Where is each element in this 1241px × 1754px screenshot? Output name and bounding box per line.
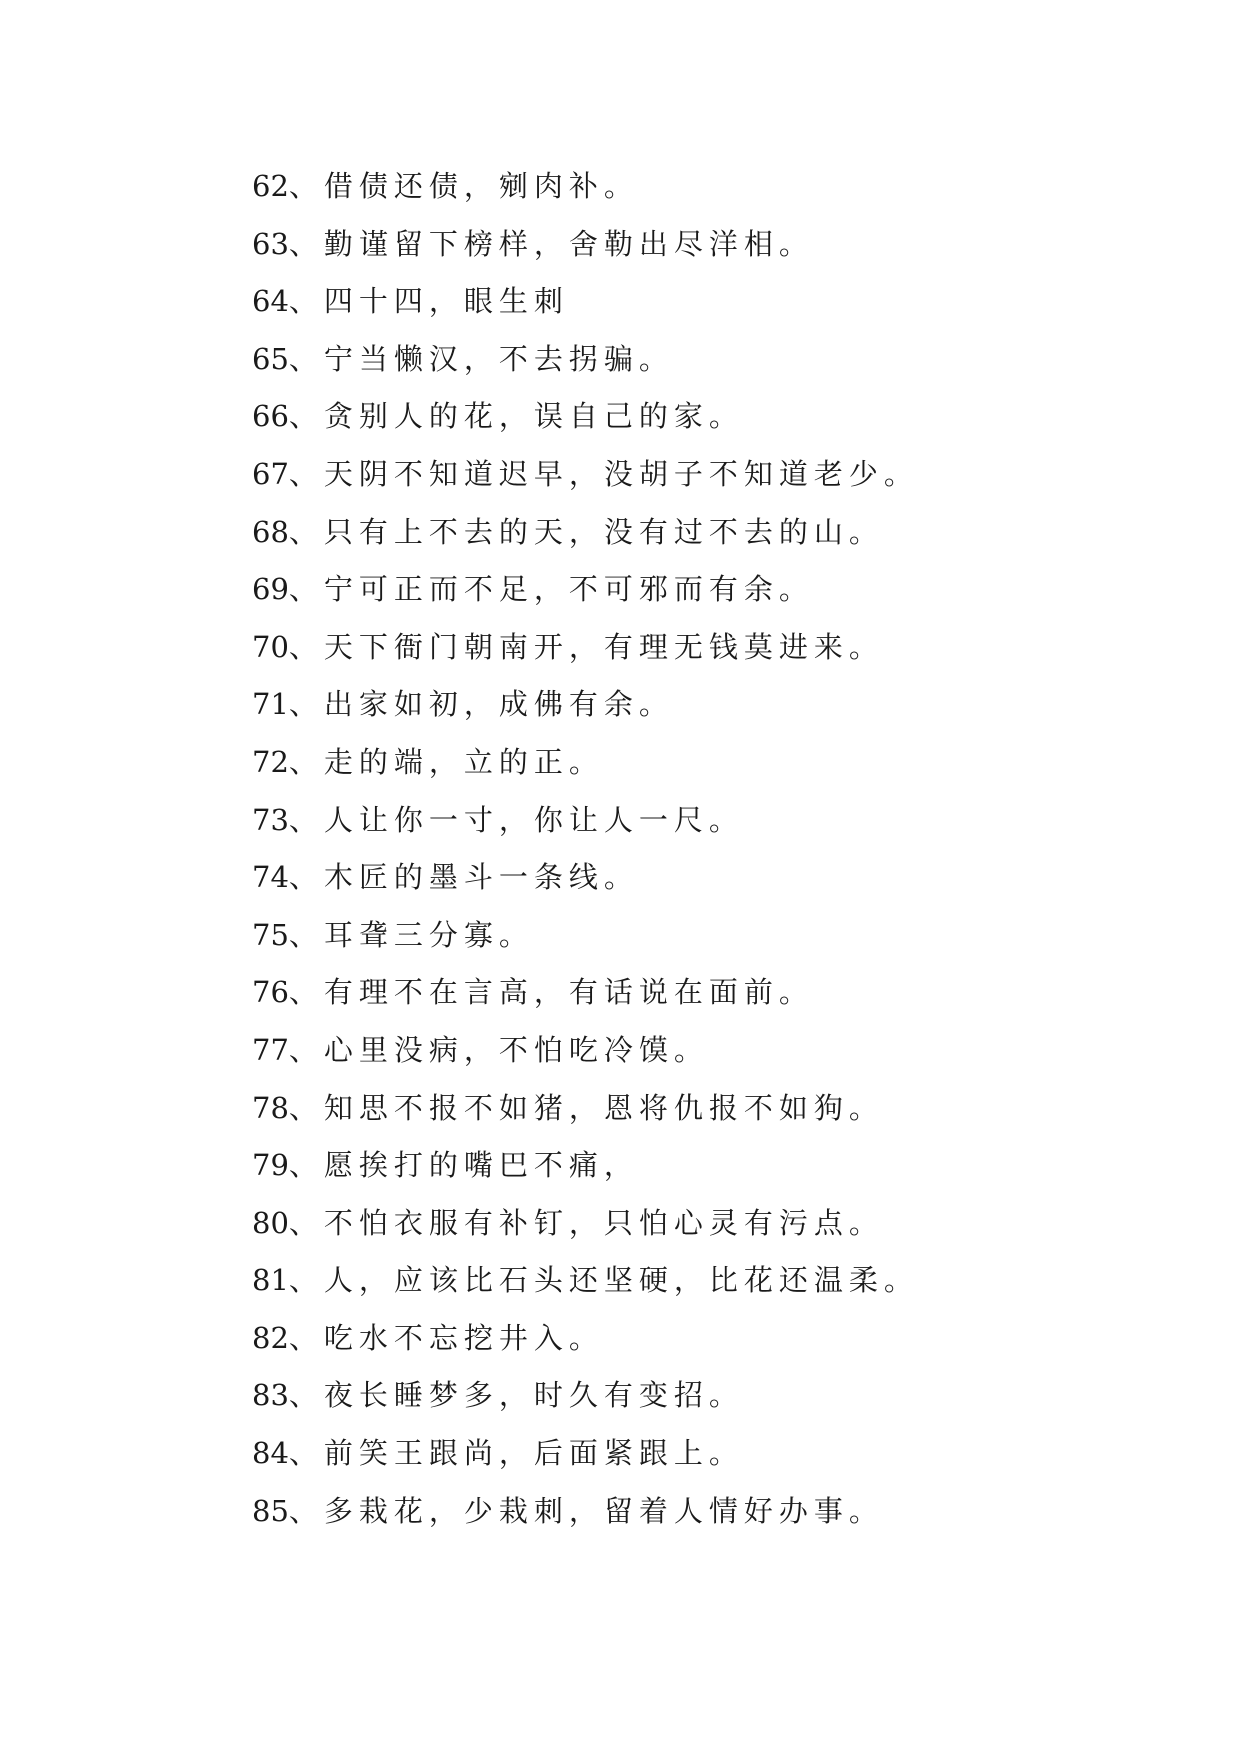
proverb-text: 宁当懒汉，不去拐骗。 [323,341,674,376]
item-number: 62 [252,169,289,203]
item-separator: 、 [288,572,324,607]
proverb-text: 宁可正而不足，不可邪而有余。 [323,572,814,607]
item-separator: 、 [288,169,324,203]
proverb-text: 知思不报不如猪，恩将仇报不如狗。 [323,1090,884,1125]
item-separator: 、 [288,1263,324,1298]
list-item [252,1483,919,1541]
item-number: 85 [252,1493,289,1528]
item-number: 70 [252,629,289,664]
list-item [252,273,919,331]
list-item [252,331,919,389]
list-item [252,849,919,907]
item-separator: 、 [288,917,324,952]
item-number: 67 [252,456,289,491]
item-separator: 、 [288,1205,324,1240]
list-item [252,1022,919,1080]
item-number: 84 [252,1436,289,1471]
item-separator: 、 [288,744,324,779]
item-number: 64 [252,284,289,319]
proverb-text: 心里没病，不怕吃冷馍。 [323,1032,709,1067]
item-separator: 、 [288,399,324,434]
list-item [252,446,919,504]
item-number: 80 [252,1205,289,1240]
item-separator: 、 [288,975,324,1010]
proverb-text: 借债还债，剜肉补。 [323,169,639,203]
item-separator: 、 [288,1032,324,1067]
proverb-text: 前笑王跟尚，后面紧跟上。 [323,1436,744,1471]
proverb-text: 勤谨留下榜样，舍勒出尽洋相。 [323,226,814,261]
item-number: 73 [252,802,289,837]
list-item [252,1080,919,1138]
proverb-text: 人，应该比石头还坚硬，比花还温柔。 [323,1263,919,1298]
item-number: 79 [252,1148,289,1183]
item-separator: 、 [288,514,324,549]
item-separator: 、 [288,629,324,664]
proverb-text: 天阴不知道迟早，没胡子不知道老少。 [323,456,919,491]
list-item [252,504,919,562]
proverb-text: 夜长睡梦多，时久有变招。 [323,1378,744,1413]
item-number: 81 [252,1263,289,1298]
list-item [252,561,919,619]
item-number: 82 [252,1320,289,1355]
proverb-text: 出家如初，成佛有余。 [323,687,674,722]
item-separator: 、 [288,341,324,376]
item-separator: 、 [288,284,324,319]
list-item [252,1367,919,1425]
proverb-list [252,158,919,1540]
proverb-text: 天下衙门朝南开，有理无钱莫进来。 [323,629,884,664]
item-number: 74 [252,860,289,895]
item-separator: 、 [288,860,324,895]
list-item [252,792,919,850]
item-number: 78 [252,1090,289,1125]
item-number: 75 [252,917,289,952]
item-separator: 、 [288,687,324,722]
item-separator: 、 [288,1493,324,1528]
item-number: 77 [252,1032,289,1067]
item-number: 71 [252,687,289,722]
proverb-text: 四十四，眼生刺 [323,284,569,319]
list-item [252,964,919,1022]
item-separator: 、 [288,226,324,261]
item-separator: 、 [288,802,324,837]
item-separator: 、 [288,1378,324,1413]
list-item [252,1310,919,1368]
list-item [252,1425,919,1483]
list-item [252,676,919,734]
list-item [252,216,919,274]
item-number: 72 [252,744,289,779]
proverb-text: 有理不在言高，有话说在面前。 [323,975,814,1010]
list-item [252,907,919,965]
list-item [252,158,919,216]
proverb-text: 贪别人的花，误自己的家。 [323,399,744,434]
list-item [252,619,919,677]
proverb-text: 只有上不去的天，没有过不去的山。 [323,514,884,549]
proverb-text: 愿挨打的嘴巴不痛， [323,1148,639,1183]
proverb-text: 人让你一寸，你让人一尺。 [323,802,744,837]
proverb-text: 吃水不忘挖井入。 [323,1320,604,1355]
list-item [252,388,919,446]
item-number: 83 [252,1378,289,1413]
list-item [252,1195,919,1253]
list-item [252,734,919,792]
proverb-text: 不怕衣服有补钉，只怕心灵有污点。 [323,1205,884,1240]
item-number: 69 [252,572,289,607]
proverb-text: 耳聋三分寡。 [323,917,534,952]
list-item [252,1252,919,1310]
proverb-text: 走的端，立的正。 [323,744,604,779]
item-number: 76 [252,975,289,1010]
item-separator: 、 [288,456,324,491]
list-item [252,1137,919,1195]
proverb-text: 多栽花，少栽刺，留着人情好办事。 [323,1493,884,1528]
item-number: 63 [252,226,289,261]
item-separator: 、 [288,1320,324,1355]
item-separator: 、 [288,1436,324,1471]
item-number: 65 [252,341,289,376]
item-number: 68 [252,514,289,549]
item-number: 66 [252,399,289,434]
proverb-text: 木匠的墨斗一条线。 [323,860,639,895]
item-separator: 、 [288,1090,324,1125]
item-separator: 、 [288,1148,324,1183]
